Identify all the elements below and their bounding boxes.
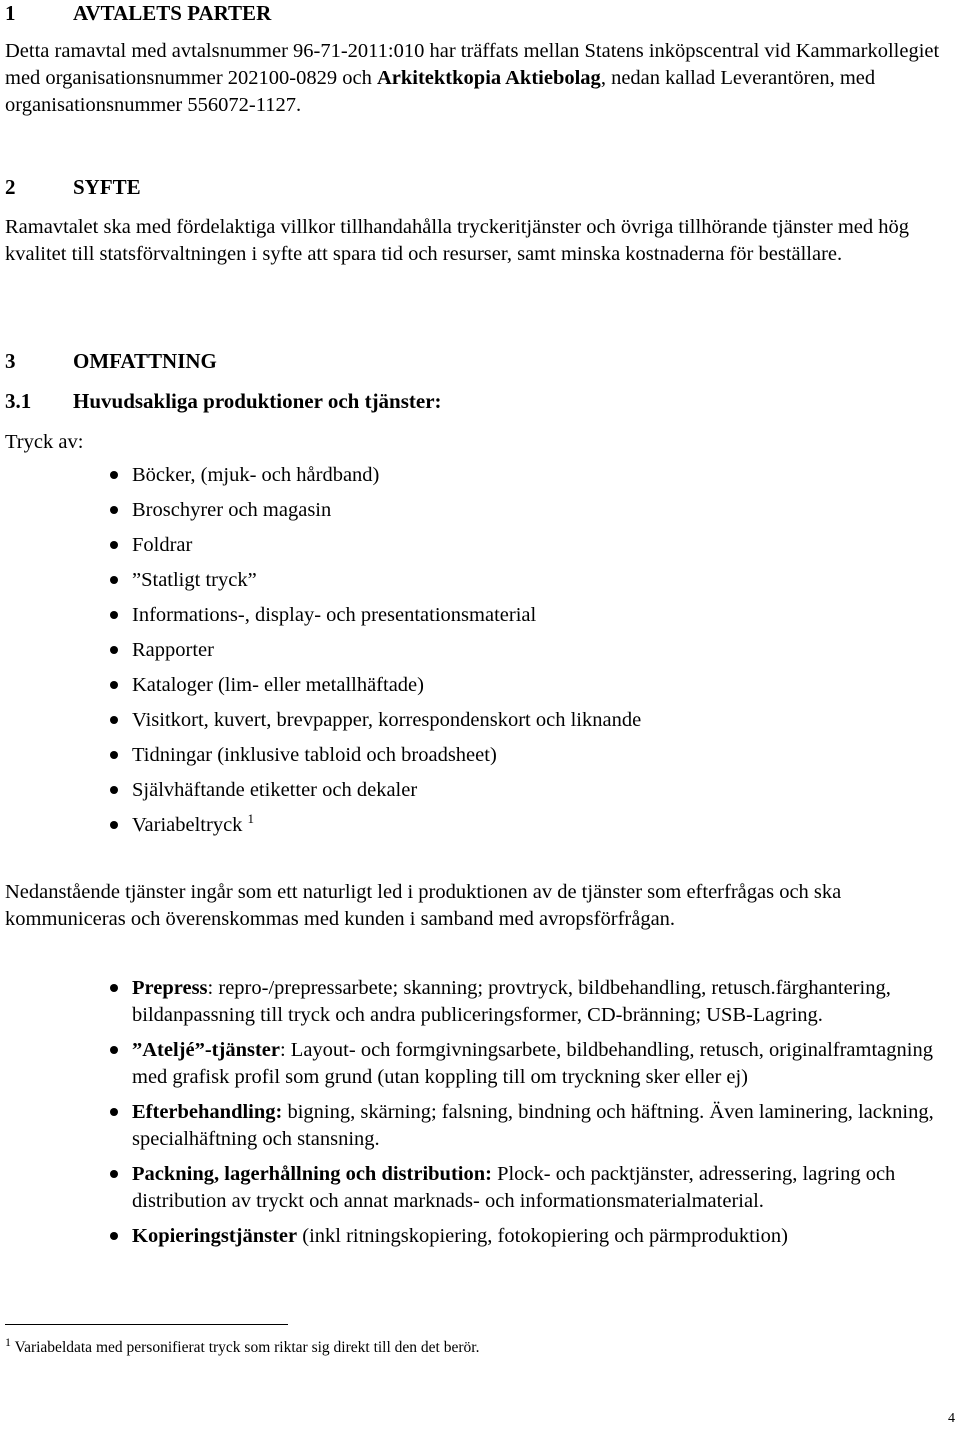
section-title: Huvudsakliga produktioner och tjänster: [73, 389, 442, 413]
section-title: AVTALETS PARTER [73, 1, 272, 25]
list-item: Efterbehandling: bigning, skärning; falsning, bindning och häftning. Även laminering, lackning, specialhäftning och stansning. [110, 1099, 960, 1153]
section-title: SYFTE [73, 175, 141, 199]
section-title: OMFATTNING [73, 349, 217, 373]
services-intro-paragraph: Nedanstående tjänster ingår som ett naturligt led i produktionen av de tjänster som efterfrågas och ska kommuniceras och överenskommas med kunden i samband med avropsförfrågan. [5, 881, 842, 930]
list-item: Visitkort, kuvert, brevpapper, korrespondenskort och liknande [110, 707, 641, 742]
list-item: Rapporter [110, 637, 641, 672]
list-item: Prepress: repro-/prepressarbete; skanning; provtryck, bildbehandling, retusch.färghantering, bildanpassning till tryck och andra publiceringsformer, CD-bränning; USB-Lagring. [110, 975, 960, 1029]
section-heading-1 [5, 0, 271, 27]
services-list [110, 975, 960, 1258]
footnote-separator [5, 1324, 288, 1325]
service-term: Kopieringstjänster [132, 1225, 298, 1247]
list-item: ”Statligt tryck” [110, 567, 641, 602]
service-term: Prepress [132, 977, 208, 999]
service-term: Packning, lagerhållning och distribution: [132, 1163, 492, 1185]
list-item: Informations-, display- och presentationsmaterial [110, 602, 641, 637]
list-item: Packning, lagerhållning och distribution: Plock- och packtjänster, adressering, lagring och distribution av tryckt och annat marknads- och informationsmaterialmaterial. [110, 1161, 960, 1215]
footnote-number: 1 [5, 1335, 11, 1349]
service-term: Efterbehandling: [132, 1101, 283, 1123]
section-number: 3 [5, 349, 16, 373]
list-item: Variabeltryck $^1$ [110, 812, 641, 847]
list-item: Böcker, (mjuk- och hårdband) [110, 462, 641, 497]
supplier-name: Arkitektkopia Aktiebolag [376, 67, 601, 89]
footnote [5, 1335, 480, 1358]
service-term: ”Ateljé”-tjänster [132, 1039, 280, 1061]
footnote-text: Variabeldata med personifierat tryck som riktar sig direkt till den det berör. [14, 1339, 480, 1356]
page-number: 4 [948, 1411, 955, 1426]
parties-paragraph: Detta ramavtal med avtalsnummer 96-71-2011:010 har träffats mellan Statens inköpscentral vid Kammarkollegiet med organisationsnummer 202100-0829 och Arkitektkopia Aktiebolag, nedan kallad Leverantören, med organisationsnummer 556072-1127. [5, 40, 940, 116]
section-number: 1 [5, 1, 16, 25]
list-item: Självhäftande etiketter och dekaler [110, 777, 641, 812]
print-items-list [110, 462, 641, 847]
footnote-ref: 1 [247, 811, 255, 826]
list-item: Foldrar [110, 532, 641, 567]
list-item: ”Ateljé”-tjänster: Layout- och formgivningsarbete, bildbehandling, retusch, originalframtagning med grafisk profil som grund (utan koppling till om tryckning sker eller ej) [110, 1037, 960, 1091]
subsection-heading-3-1 [5, 388, 442, 415]
list-item: Kataloger (lim- eller metallhäftade) [110, 672, 641, 707]
section-number: 2 [5, 175, 16, 199]
section-number: 3.1 [5, 389, 32, 413]
list-item: Kopieringstjänster (inkl ritningskopiering, fotokopiering och pärmproduktion) [110, 1223, 960, 1250]
print-label: Tryck av: [5, 431, 84, 453]
section-heading-2 [5, 174, 141, 201]
list-item: Broschyrer och magasin [110, 497, 641, 532]
section-heading-3 [5, 348, 217, 375]
list-item: Tidningar (inklusive tabloid och broadsheet) [110, 742, 641, 777]
purpose-paragraph: Ramavtalet ska med fördelaktiga villkor tillhandahålla tryckeritjänster och övriga tillhörande tjänster med hög kvalitet till statsförvaltningen i syfte att spara tid och resurser, samt minska kostnaderna för beställare. [5, 216, 909, 265]
